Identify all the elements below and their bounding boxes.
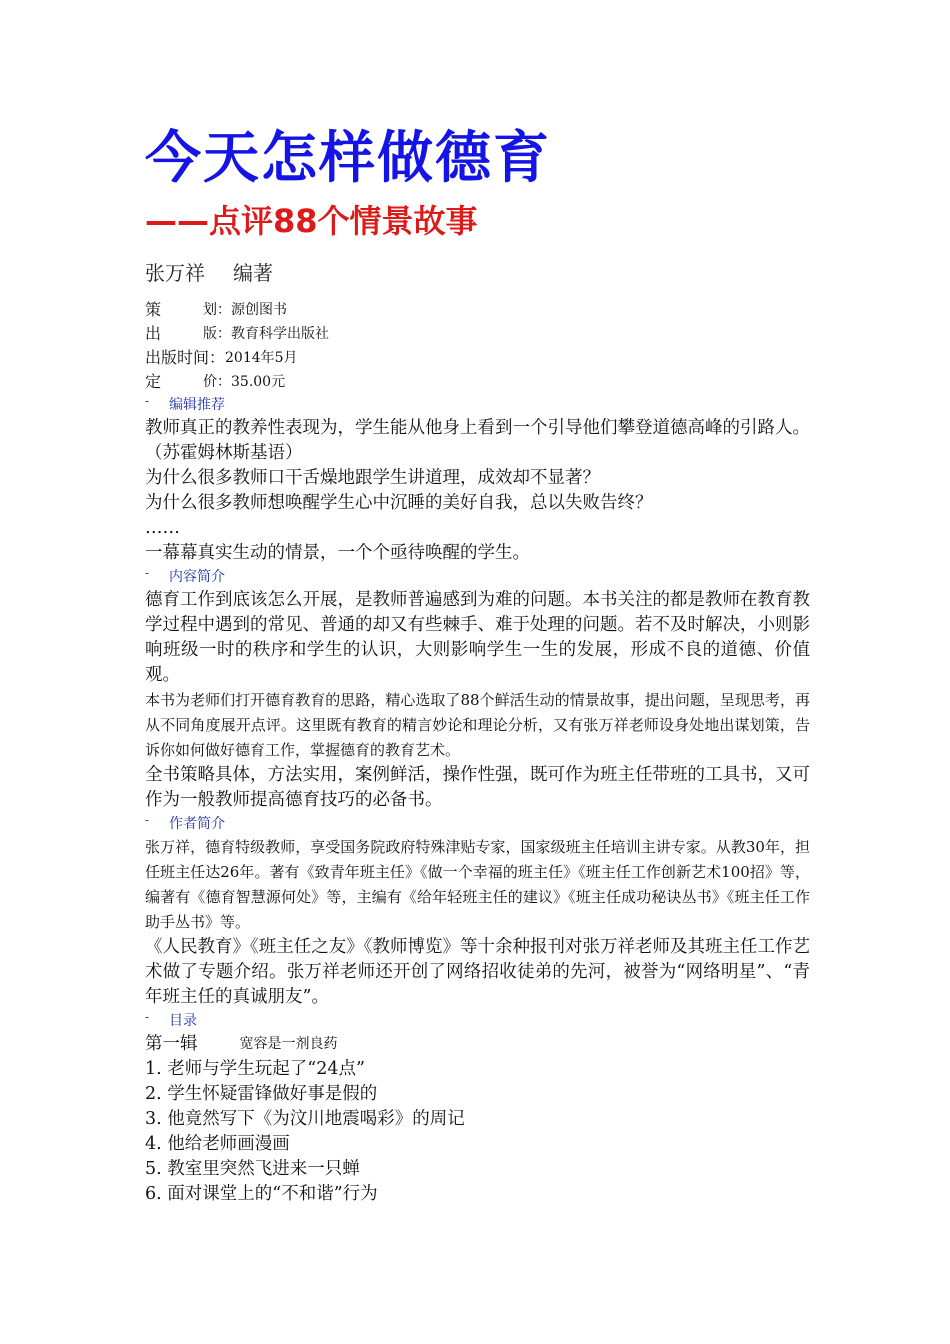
toc-part-label: 第一辑 [145,1034,198,1054]
dash-bullet-icon: - [145,1010,150,1024]
paragraph: 为什么很多教师口干舌燥地跟学生讲道理，成效却不显著？ [145,468,600,488]
meta-key: 出版时间： [145,348,226,367]
paragraph: 为什么很多教师想唤醒学生心中沉睡的美好自我，总以失败告终？ [145,493,653,513]
toc-item: 4. 他给老师画漫画 [145,1134,290,1154]
meta-row-date [145,346,810,370]
meta-key-colon: 划： [203,302,231,318]
publication-info [145,298,810,394]
meta-row-price [145,370,810,394]
author-name: 张万祥 [145,261,205,285]
meta-row-planner [145,298,810,322]
paragraph: 本书为老师们打开德育教育的思路，精心选取了88个鲜活生动的情景故事，提出问题，呈现思考，再从不同角度展开点评。这里既有教育的精言妙论和理论分析，又有张万祥老师设身处地出谋划策，告诉你如何做好德育工作，掌握德育的教育艺术。 [145,691,810,759]
paragraph: 一幕幕真实生动的情景，一个个亟待唤醒的学生。 [145,543,530,563]
toc-part-heading [145,1032,810,1057]
meta-key: 出 [145,324,162,343]
toc-item: 1. 老师与学生玩起了“24点” [145,1059,365,1079]
meta-key: 策 [145,300,162,319]
book-title: 今天怎样做德育 [145,126,551,191]
section-heading-intro [145,566,810,588]
section-heading-toc [145,1010,810,1032]
document-page [145,120,810,1207]
section-heading-recommend [145,394,810,416]
paragraph: 德育工作到底该怎么开展，是教师普遍感到为难的问题。本书关注的都是教师在教育教学过程中遇到的常见、普通的却又有些棘手、难于处理的问题。若不及时解决，小则影响班级一时的秩序和学生的认识，大则影响学生一生的发展，形成不良的道德、价值观。 [145,590,810,685]
meta-key-colon: 价： [203,374,231,390]
dash-bullet-icon: - [145,813,150,827]
paragraph: 教师真正的教养性表现为，学生能从他身上看到一个引导他们攀登道德高峰的引路人。（苏霍姆林斯基语） [145,418,810,463]
dash-bullet-icon: - [145,566,150,580]
paragraph: …… [145,518,180,538]
toc-item: 6. 面对课堂上的“不和谐”行为 [145,1184,378,1204]
meta-key-colon: 版： [203,326,231,342]
book-subtitle: ——点评88个情景故事 [145,202,478,240]
section-heading-label: 作者简介 [169,816,225,832]
meta-value: 35.00元 [231,374,286,390]
section-heading-author [145,813,810,835]
section-heading-label: 编辑推荐 [169,397,225,413]
paragraph: 张万祥，德育特级教师，享受国务院政府特殊津贴专家，国家级班主任培训主讲专家。从教30年，担任班主任达26年。著有《致青年班主任》《做一个幸福的班主任》《班主任工作创新艺术100招》等，编著有《德育智慧源何处》等，主编有《给年轻班主任的建议》《班主任成功秘诀丛书》《班主任工作助手丛书》等。 [145,838,810,931]
meta-value: 2014年5月 [225,350,298,366]
meta-key: 定 [145,372,162,391]
meta-value: 教育科学出版社 [231,326,329,342]
author-role: 编著 [233,261,273,285]
section-heading-label: 内容简介 [169,569,225,585]
toc-item: 2. 学生怀疑雷锋做好事是假的 [145,1084,378,1104]
section-heading-label: 目录 [169,1013,197,1029]
meta-value: 源创图书 [231,302,287,318]
paragraph: 全书策略具体，方法实用，案例鲜活，操作性强，既可作为班主任带班的工具书，又可作为一般教师提高德育技巧的必备书。 [145,765,810,810]
toc-item: 3. 他竟然写下《为汶川地震喝彩》的周记 [145,1109,465,1129]
toc-item: 5. 教室里突然飞进来一只蝉 [145,1159,360,1179]
dash-bullet-icon: - [145,394,150,408]
paragraph: 《人民教育》《班主任之友》《教师博览》等十余种报刊对张万祥老师及其班主任工作艺术做了专题介绍。张万祥老师还开创了网络招收徒弟的先河，被誉为“网络明星”、“青年班主任的真诚朋友”。 [145,937,810,1007]
meta-row-publisher [145,322,810,346]
toc-part-title: 宽容是一剂良药 [239,1036,338,1052]
author-line [145,258,810,288]
